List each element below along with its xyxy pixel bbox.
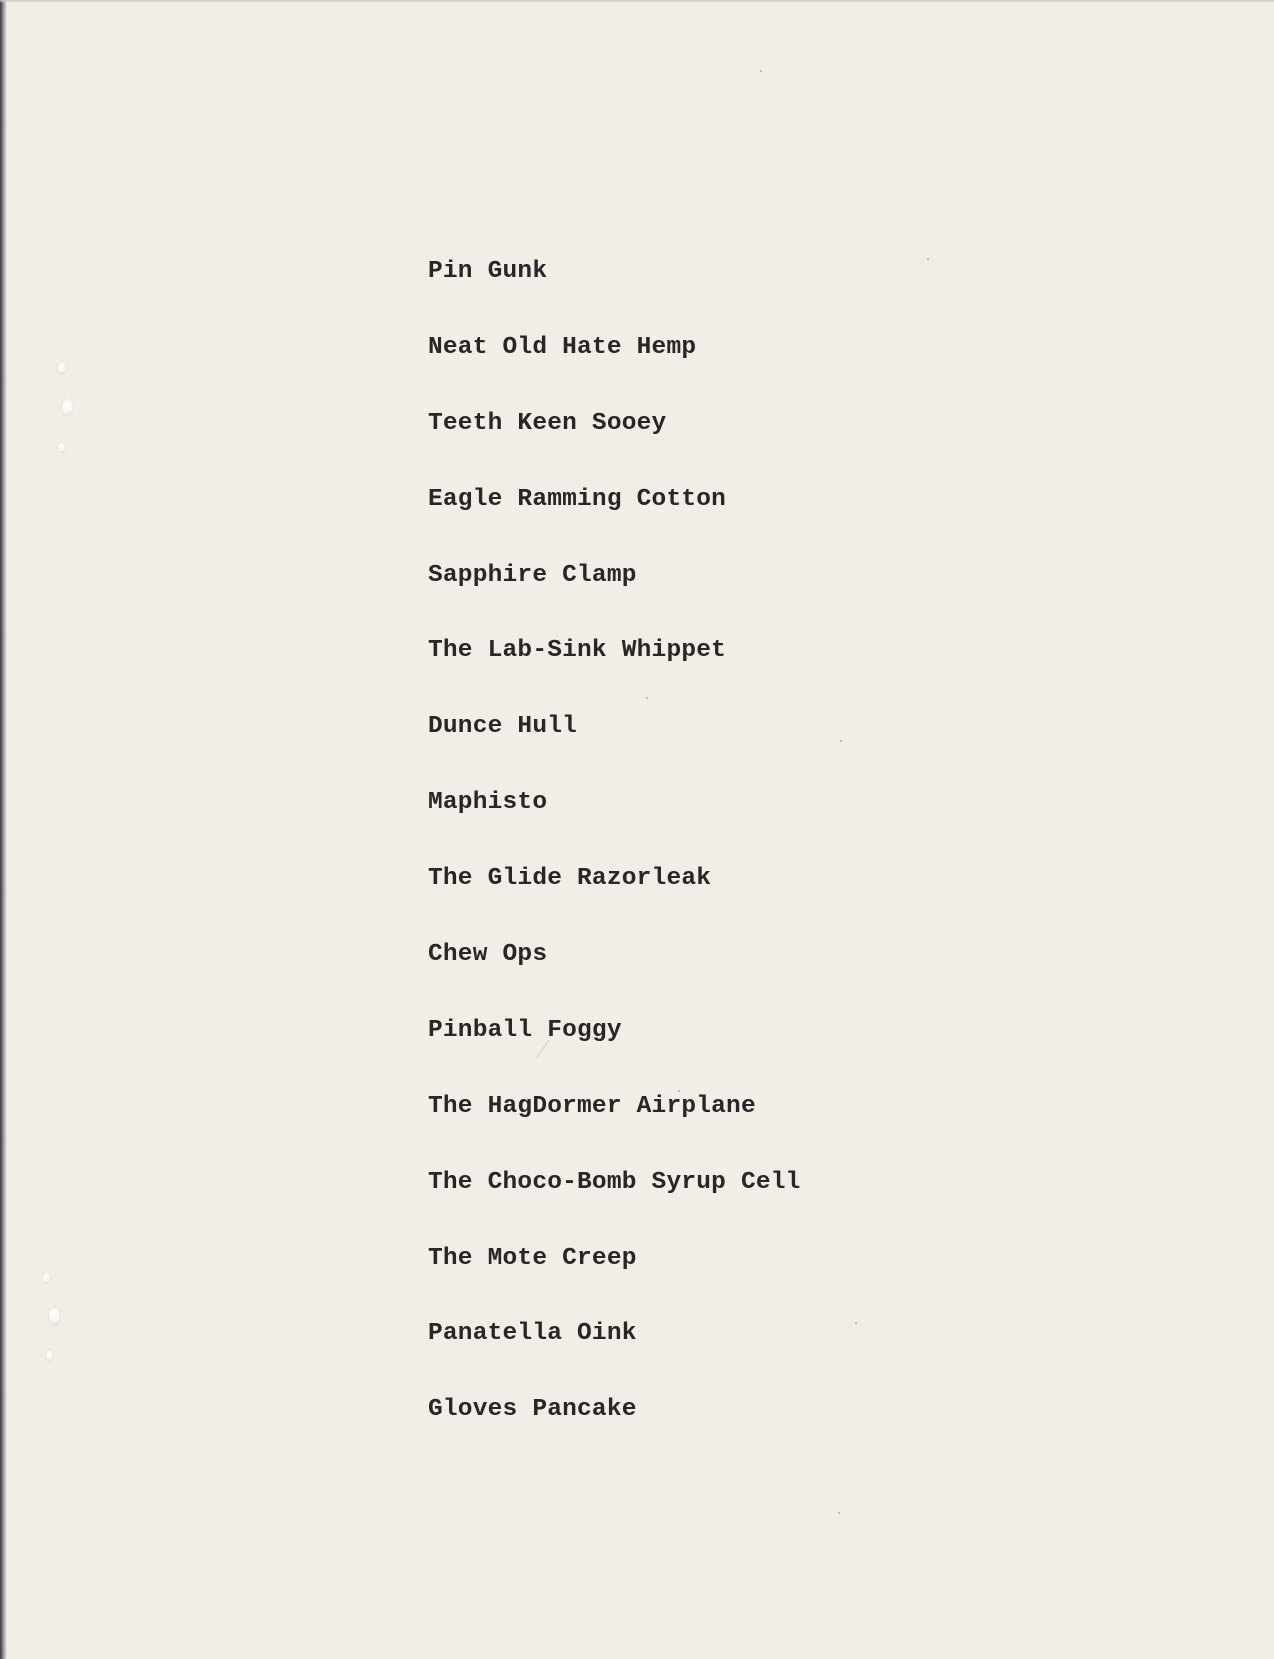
list-item: The Glide Razorleak	[428, 865, 712, 893]
list-item: Neat Old Hate Hemp	[428, 333, 697, 361]
paper-speck	[838, 1512, 840, 1514]
list-item: Panatella Oink	[428, 1320, 637, 1348]
punch-hole	[58, 442, 65, 453]
paper-speck	[840, 740, 842, 742]
paper-speck	[855, 1322, 857, 1324]
punch-hole	[49, 1307, 60, 1325]
list-item: Chew Ops	[428, 941, 548, 969]
scan-edge-shadow	[0, 0, 7, 1659]
list-item: The Choco-Bomb Syrup Cell	[428, 1168, 801, 1196]
punch-hole	[62, 398, 73, 416]
list-item: The HagDormer Airplane	[428, 1092, 756, 1120]
punch-hole	[43, 1272, 50, 1283]
paper-speck	[927, 258, 929, 260]
list-item: Eagle Ramming Cotton	[428, 485, 727, 513]
list-item: Pinball Foggy	[428, 1016, 622, 1044]
typed-name-list	[428, 254, 801, 1468]
list-item: The Mote Creep	[428, 1244, 637, 1272]
paper-speck	[760, 70, 762, 72]
list-item: Dunce Hull	[428, 713, 578, 741]
list-item: Maphisto	[428, 789, 548, 817]
list-item: Pin Gunk	[428, 258, 548, 285]
list-item: Gloves Pancake	[428, 1396, 637, 1424]
punch-hole	[58, 362, 66, 374]
scan-top-edge	[0, 0, 1274, 3]
list-item: Sapphire Clamp	[428, 561, 637, 589]
list-item: The Lab-Sink Whippet	[428, 637, 727, 665]
punch-hole	[46, 1350, 53, 1361]
list-item: Teeth Keen Sooey	[428, 409, 667, 437]
